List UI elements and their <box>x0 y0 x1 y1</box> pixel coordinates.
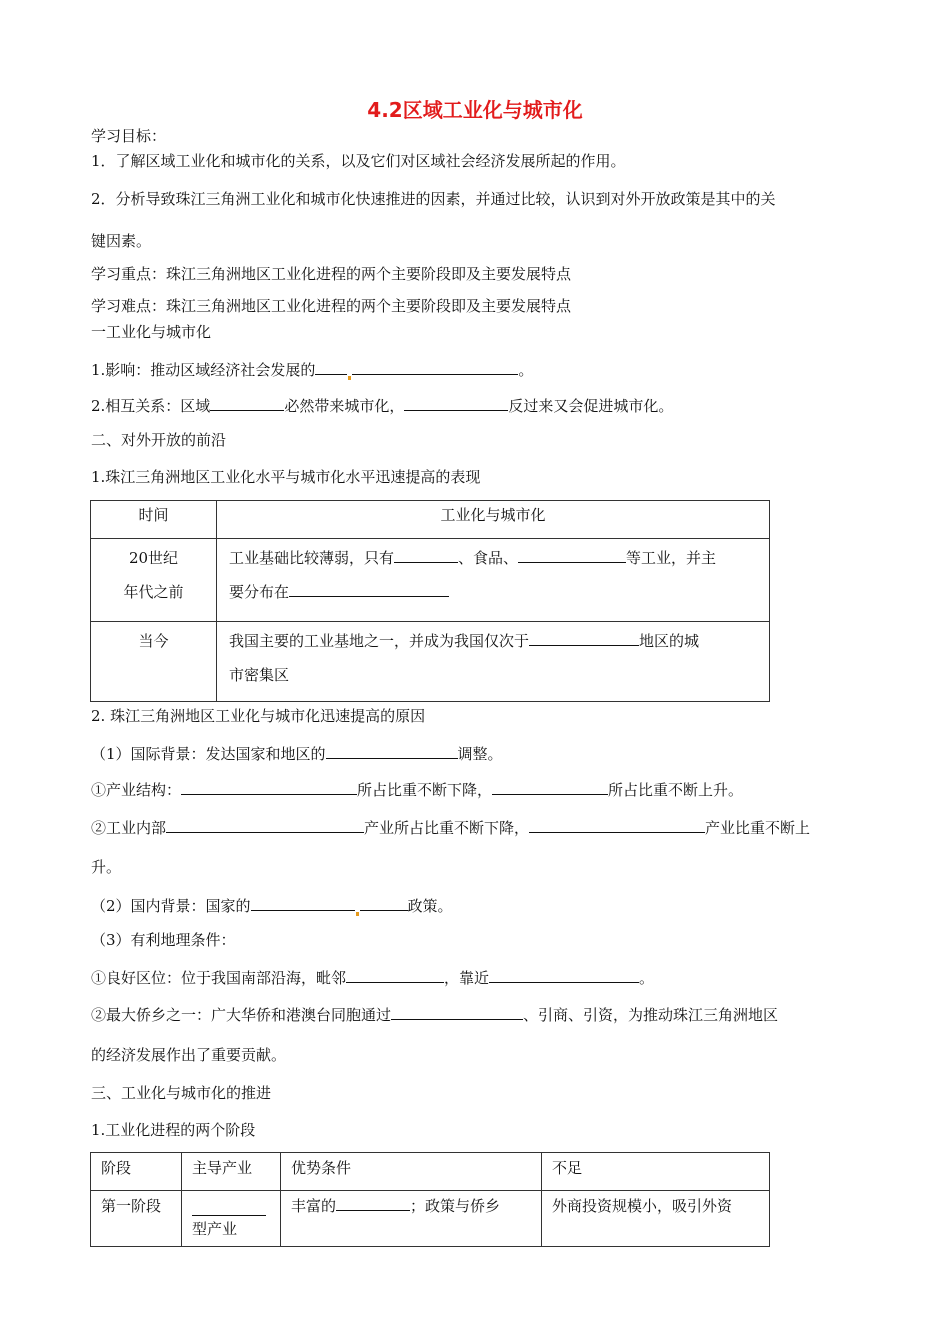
industry-inner: ②工业内部 产业所占比重不断下降， 产业比重不断上 <box>91 816 810 838</box>
row1-stage: 第一阶段 <box>91 1191 182 1247</box>
section2-sub2: 2. 珠江三角洲地区工业化与城市化迅速提高的原因 <box>91 707 426 725</box>
domestic-background: （2）国内背景：国家的 政策。 <box>91 894 453 916</box>
performance-table <box>90 500 770 702</box>
location-blank-1[interactable] <box>346 966 444 983</box>
header-shortage: 不足 <box>542 1153 770 1191</box>
structure-blank-2[interactable] <box>492 778 608 795</box>
section2-sub1: 1.珠江三角洲地区工业化水平与城市化水平迅速提高的表现 <box>91 468 481 486</box>
geo-conditions: （3）有利地理条件： <box>91 931 236 949</box>
row1-blank-3[interactable] <box>289 580 449 597</box>
domestic-blank-b[interactable] <box>360 894 408 911</box>
objective-1: 1．了解区域工业化和城市化的关系，以及它们对区域社会经济发展所起的作用。 <box>91 152 626 170</box>
hometown-line-cont: 的经济发展作出了重要贡献。 <box>91 1046 287 1064</box>
row1-time: 20世纪 年代之前 <box>91 539 217 622</box>
impact-blank-b[interactable] <box>352 358 518 375</box>
section2-heading: 二、对外开放的前沿 <box>91 431 227 449</box>
objectives-heading: 学习目标： <box>91 127 167 145</box>
orange-mark <box>348 376 351 380</box>
relation-line: 2.相互关系：区域 必然带来城市化， 反过来又会促进城市化。 <box>91 394 673 416</box>
objective-2-cont: 键因素。 <box>91 232 152 250</box>
header-stage: 阶段 <box>91 1153 182 1191</box>
hometown-blank[interactable] <box>391 1003 523 1020</box>
row1-content: 工业基础比较薄弱，只有 、食品、 等工业，并主 要分布在 <box>217 539 770 622</box>
impact-blank-a[interactable] <box>315 358 347 375</box>
location-blank-2[interactable] <box>489 966 639 983</box>
impact-line: 1.影响：推动区域经济社会发展的 。 <box>91 358 533 380</box>
inner-blank-1[interactable] <box>166 816 364 833</box>
intl-background: （1）国际背景：发达国家和地区的 调整。 <box>91 742 503 764</box>
intl-blank[interactable] <box>326 742 458 759</box>
location-line: ①良好区位：位于我国南部沿海，毗邻 ，靠近 。 <box>91 966 654 988</box>
row1-advantage: 丰富的 ；政策与侨乡 <box>281 1191 542 1247</box>
header-industry: 主导产业 <box>182 1153 281 1191</box>
industry-structure: ①产业结构： 所占比重不断下降， 所占比重不断上升。 <box>91 778 743 800</box>
section1-heading: 一工业化与城市化 <box>91 323 212 341</box>
header-time: 时间 <box>91 501 217 539</box>
industry-inner-cont: 升。 <box>91 858 122 876</box>
structure-blank-1[interactable] <box>181 778 357 795</box>
header-content: 工业化与城市化 <box>217 501 770 539</box>
relation-blank-1[interactable] <box>210 394 284 411</box>
section3-sub1: 1.工业化进程的两个阶段 <box>91 1121 256 1139</box>
section3-heading: 三、工业化与城市化的推进 <box>91 1084 272 1102</box>
domestic-blank-a[interactable] <box>251 894 355 911</box>
orange-mark <box>356 912 359 916</box>
row1-industry: 型产业 <box>182 1191 281 1247</box>
inner-blank-2[interactable] <box>529 816 705 833</box>
row2-time: 当今 <box>91 622 217 702</box>
stages-table <box>90 1152 770 1247</box>
row2-blank-1[interactable] <box>529 629 639 646</box>
relation-blank-2[interactable] <box>404 394 508 411</box>
advantage-blank[interactable] <box>336 1194 410 1211</box>
header-advantage: 优势条件 <box>281 1153 542 1191</box>
row2-content: 我国主要的工业基地之一，并成为我国仅次于 地区的城 市密集区 <box>217 622 770 702</box>
objective-2: 2．分析导致珠江三角洲工业化和城市化快速推进的因素，并通过比较，认识到对外开放政策是其中的关 <box>91 190 776 208</box>
difficulty-point: 学习难点：珠江三角洲地区工业化进程的两个主要阶段即及主要发展特点 <box>91 297 572 315</box>
row1-shortage: 外商投资规模小，吸引外资 <box>542 1191 770 1247</box>
page-title: 4.2区域工业化与城市化 <box>367 98 583 122</box>
row1-blank-1[interactable] <box>394 546 458 563</box>
row1-blank-2[interactable] <box>518 546 626 563</box>
impact-label: 1.影响：推动区域经济社会发展的 <box>91 361 316 379</box>
focus-point: 学习重点：珠江三角洲地区工业化进程的两个主要阶段即及主要发展特点 <box>91 265 572 283</box>
hometown-line: ②最大侨乡之一：广大华侨和港澳台同胞通过 、引商、引资，为推动珠江三角洲地区 <box>91 1003 778 1025</box>
industry-blank[interactable] <box>192 1199 266 1216</box>
